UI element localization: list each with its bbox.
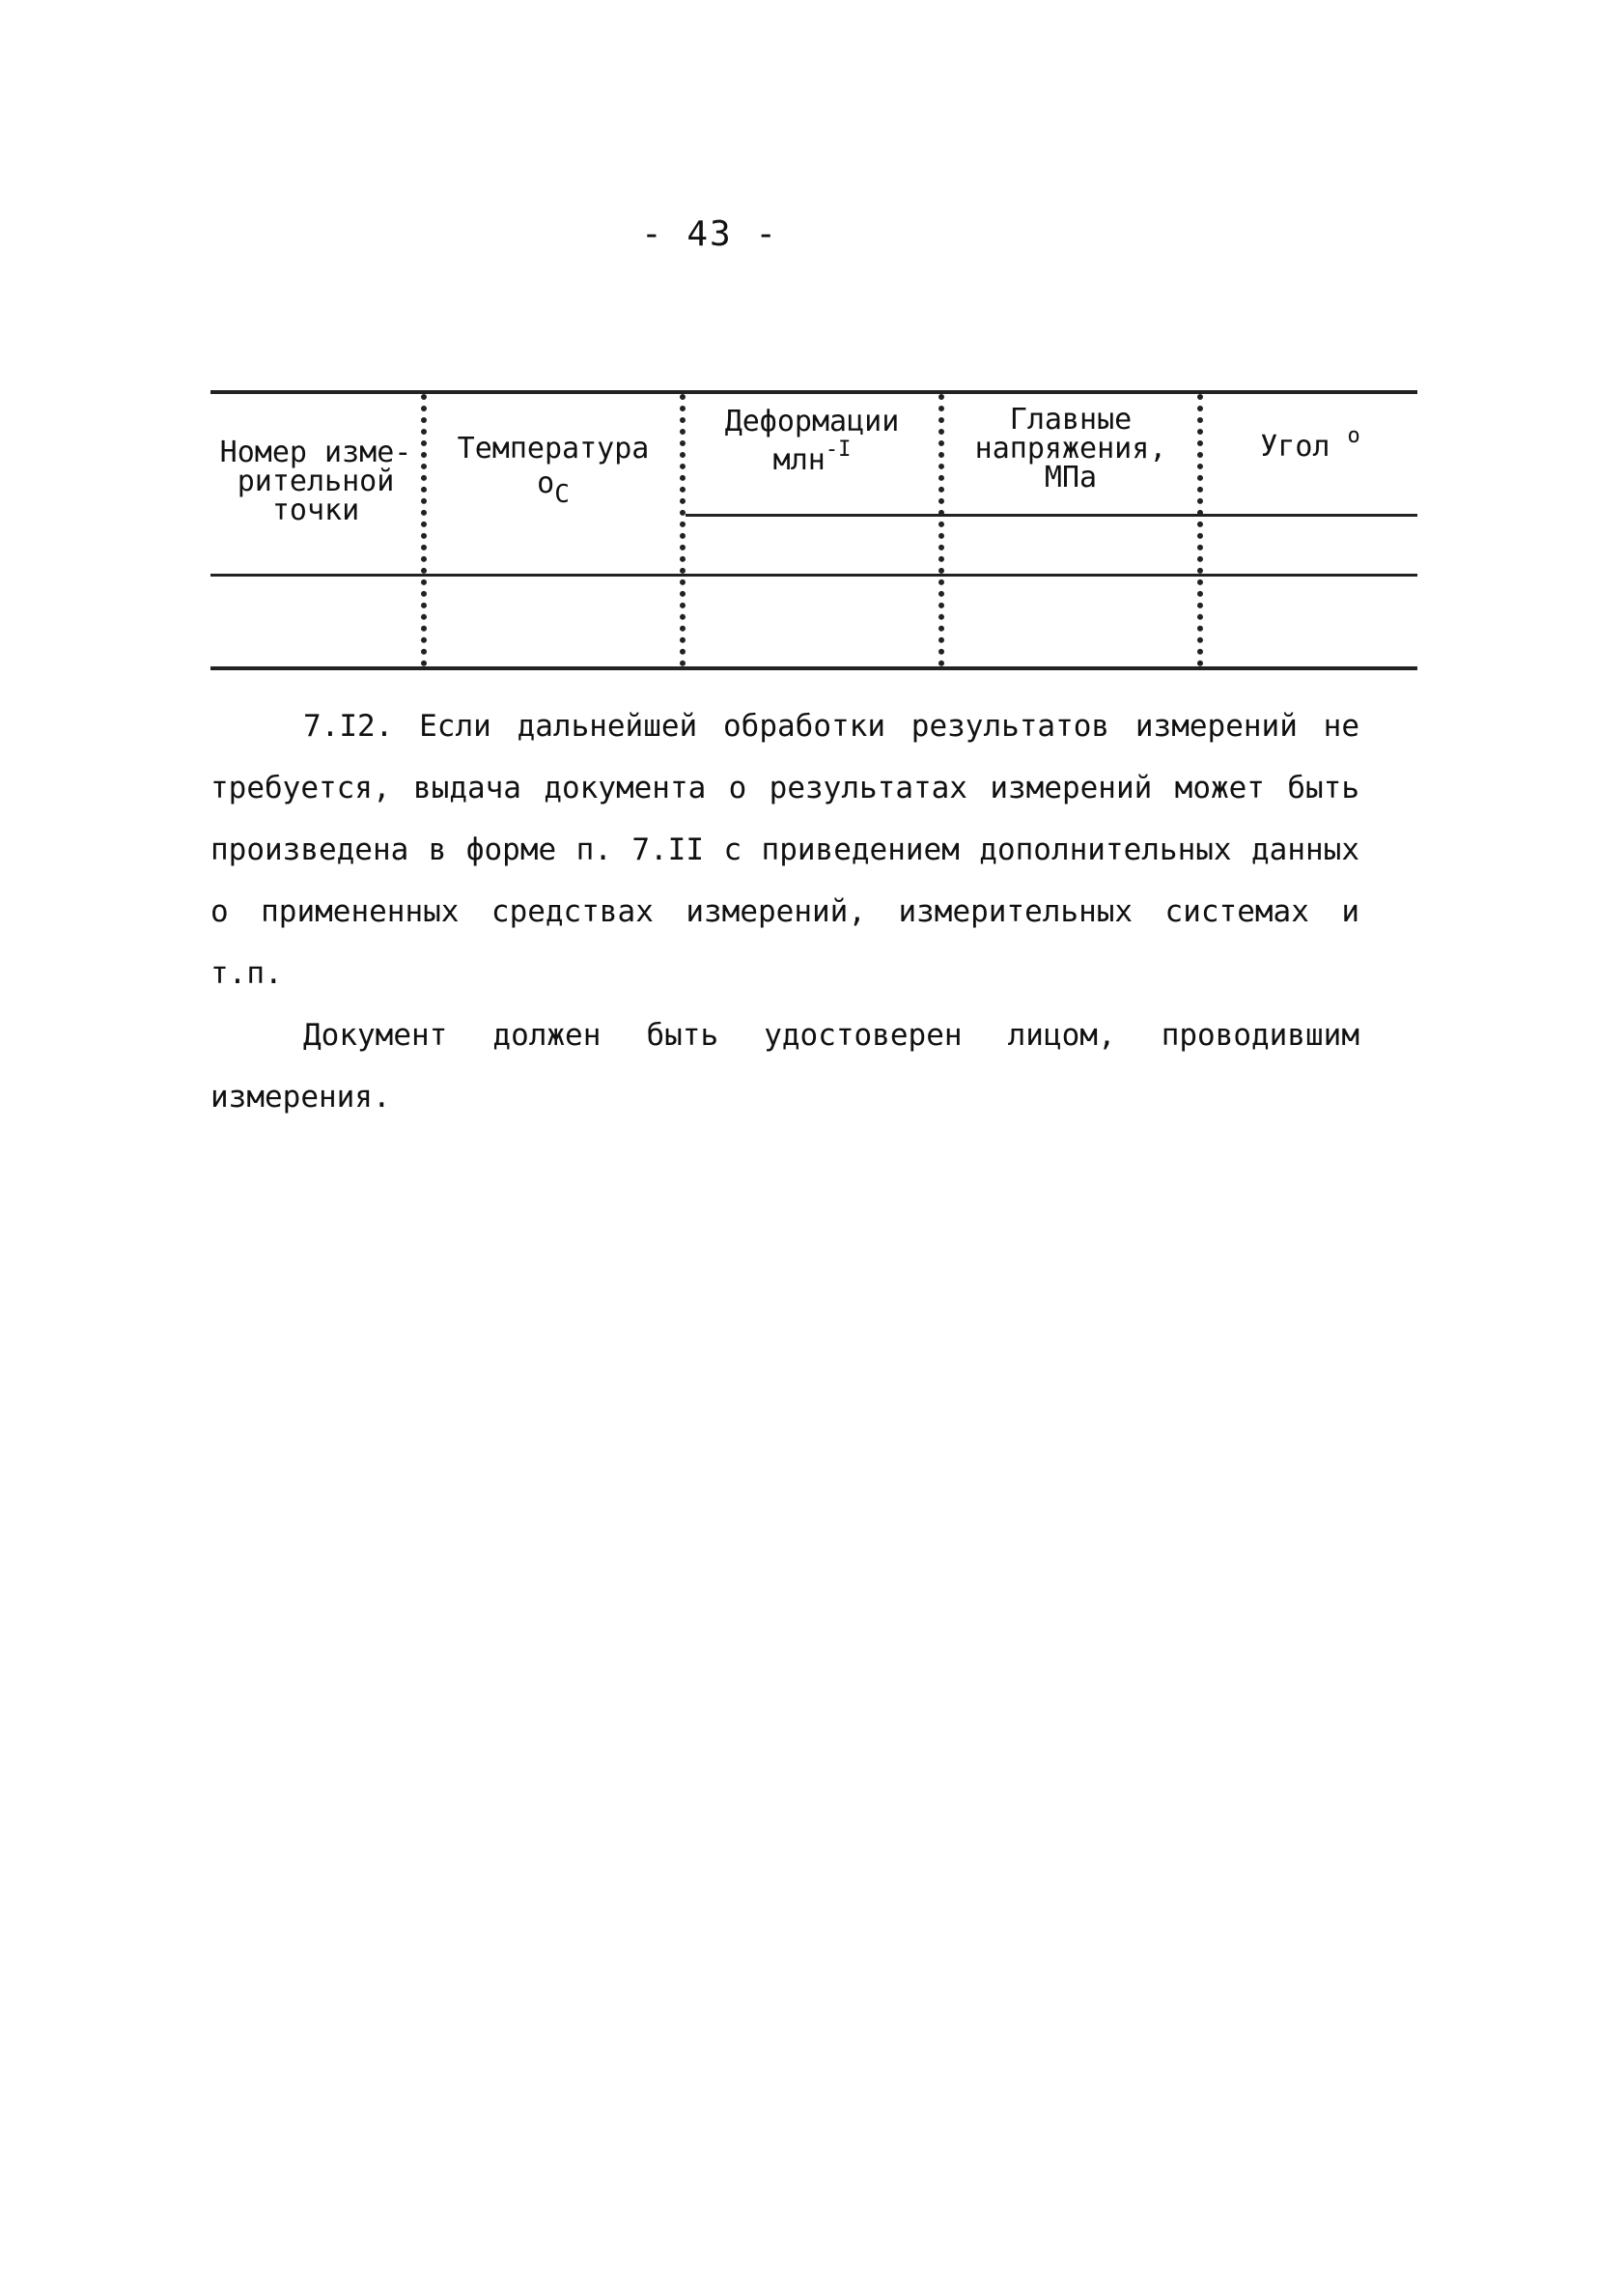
header-point-line-1: Номер изме- xyxy=(219,436,412,469)
table-header-bottom-rule xyxy=(210,574,1417,577)
header-angle xyxy=(1203,424,1417,465)
header-temperature xyxy=(427,432,680,509)
table-bottom-rule xyxy=(210,666,1417,670)
measurement-table xyxy=(210,386,1417,672)
header-temperature-unit xyxy=(427,466,680,509)
header-point-line-2: рительной xyxy=(237,465,395,498)
header-deformation-label: Деформации xyxy=(724,405,900,438)
header-stress-unit: МПа xyxy=(1044,461,1098,494)
header-point-number xyxy=(210,438,421,525)
temperature-unit-degree: o xyxy=(537,466,555,500)
header-angle-degree: o xyxy=(1347,424,1360,448)
paragraph-certification: Документ должен быть удостоверен лицом, проводившим измерения. xyxy=(210,1018,1359,1115)
header-angle-label: Угол xyxy=(1260,430,1330,464)
header-deformation xyxy=(686,405,938,478)
header-stress xyxy=(944,403,1197,494)
header-point-line-3: точки xyxy=(271,494,360,527)
deformation-unit: млн xyxy=(772,443,826,477)
page-number: - 43 - xyxy=(640,214,779,254)
header-stress-label-2: напряжения, xyxy=(974,432,1167,466)
body-text xyxy=(210,695,1359,1128)
header-deformation-unit xyxy=(686,438,938,478)
subheader-rule xyxy=(686,514,1417,517)
temperature-unit-c: C xyxy=(554,480,570,509)
header-temperature-label: Температура xyxy=(457,432,650,466)
table-top-rule xyxy=(210,390,1417,394)
paragraph-7-12: 7.I2. Если дальнейшей обработки результатов измерений не требуется, выдача документа о результатах измерений может быть произведена в форме п. 7.II с приведением дополнительных данных о примененных средствах измерений, измерительных системах и т.п. xyxy=(210,709,1359,991)
header-stress-label: Главные xyxy=(1009,403,1133,437)
deformation-unit-exponent: -I xyxy=(825,438,852,462)
